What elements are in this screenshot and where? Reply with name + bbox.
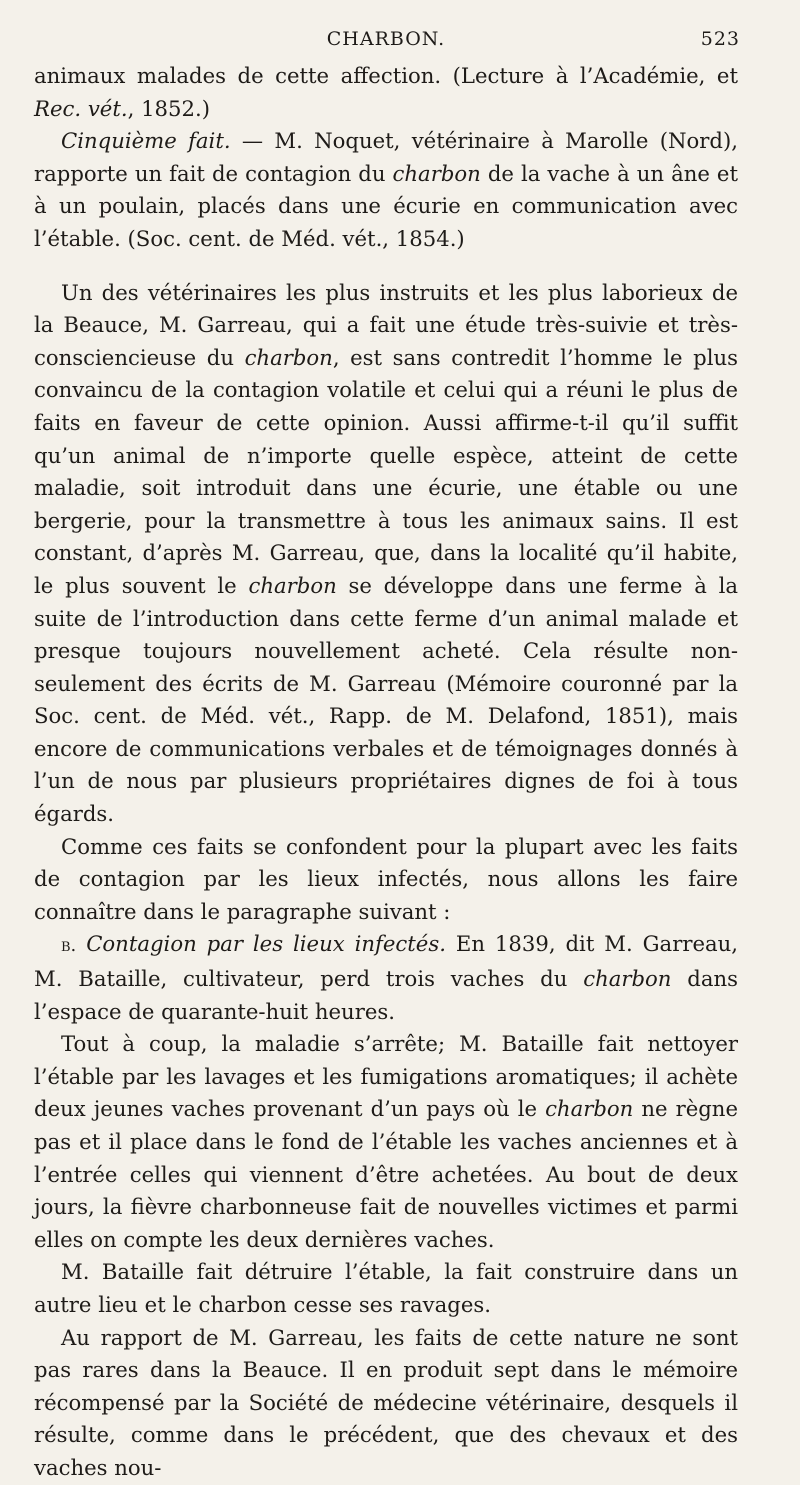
text-run: se développe dans une ferme à la suite de l’introduction dans cette ferme d’un animal malade et presque toujours nouvellement acheté. Cela résulte non-seulement des écrits de M. Garreau (Mémoire couronné par la Soc. cent. de Méd. vét., Rapp. de M. Delafond, 1851), mais encore de communications verbales et de témoignages donnés à l’un de nous par plusieurs propriétaires dignes de foi à tous égards. bbox=[34, 572, 738, 827]
text-run: de la vache à un âne et à un poulain, placés dans une écurie en communication avec l’étable. (Soc. cent. de Méd. vét., 1854.) bbox=[34, 160, 738, 251]
paragraph bbox=[34, 831, 738, 929]
page-header bbox=[34, 28, 738, 60]
text-run: Un des vétérinaires les plus instruits et les plus laborieux de la Beauce, M. Garreau, qui a fait une étude très-suivie et très-consciencieuse du bbox=[34, 279, 738, 370]
text-run: Tout à coup, la maladie s’arrête; M. Bataille fait nettoyer l’étable par les lavages et les fumigations aromatiques; il achète deux jeunes vaches provenant d’un pays où le bbox=[34, 1031, 738, 1122]
text-run: M. Bataille fait détruire l’étable, la fait construire dans un autre lieu et le charbon cesse ses ravages. bbox=[34, 1259, 738, 1317]
paragraph bbox=[34, 277, 738, 831]
text-run: animaux malades de cette affection. (Lecture à l’Académie, et bbox=[34, 63, 738, 88]
text-run bbox=[76, 931, 86, 956]
italic-text: Cinquième fait. bbox=[61, 128, 231, 154]
italic-text: Contagion par les lieux infectés. bbox=[86, 931, 446, 957]
italic-text: charbon bbox=[392, 160, 481, 186]
page-number: 523 bbox=[700, 28, 740, 50]
text-run: , 1852.) bbox=[127, 95, 210, 121]
paragraph bbox=[34, 1256, 738, 1321]
italic-text: Rec. vét. bbox=[34, 95, 128, 121]
text-run: Comme ces faits se confondent pour la plupart avec les faits de contagion par les lieux infectés, nous allons les faire connaître dans le paragraphe suivant : bbox=[34, 833, 738, 924]
text-run: , est sans contredit l’homme le plus convaincu de la contagion volatile et celui qui a réuni le plus de faits en faveur de cette opinion. Aussi affirme-t-il qu’il suffit qu’un animal de n’importe quelle espèce, atteint de cette maladie, soit introduit dans une écurie, une étable ou une bergerie, pour la transmettre à tous les animaux sains. Il est constant, d’après M. Garreau, que, dans la localité qu’il habite, le plus souvent le bbox=[34, 344, 739, 598]
text-run: En 1839, dit M. Garreau, M. Bataille, cultivateur, perd trois vaches du bbox=[34, 931, 738, 992]
italic-text: charbon bbox=[583, 966, 672, 992]
italic-text: charbon bbox=[244, 344, 333, 370]
text-run: Au rapport de M. Garreau, les faits de cette nature ne sont pas rares dans la Beauce. Il en produit sept dans le mémoire récompensé par la Société de médecine vétérinaire, desquels il résulte, comme dans le précédent, que des chevaux et des vaches nou- bbox=[34, 1324, 738, 1480]
paragraph bbox=[34, 928, 738, 1028]
text-run: ne règne pas et il place dans le fond de l’étable les vaches anciennes et à l’entrée celles qui viennent d’être achetées. Au bout de deux jours, la fièvre charbonneuse fait de nouvelles victimes et parmi elles on compte les deux dernières vaches. bbox=[34, 1096, 738, 1252]
text-run: — M. Noquet, vétérinaire à Marolle (Nord), rapporte un fait de contagion du bbox=[34, 128, 738, 186]
paragraph bbox=[34, 60, 738, 125]
text-run: dans l’espace de quarante-huit heures. bbox=[34, 966, 738, 1024]
italic-text: charbon bbox=[545, 1096, 634, 1122]
text-run: b. bbox=[61, 935, 77, 957]
paragraph bbox=[34, 1322, 738, 1485]
body-text bbox=[34, 60, 738, 1485]
paragraph bbox=[34, 125, 738, 255]
italic-text: charbon bbox=[248, 572, 337, 598]
paragraph bbox=[34, 1028, 738, 1256]
running-head: CHARBON. bbox=[326, 28, 446, 50]
